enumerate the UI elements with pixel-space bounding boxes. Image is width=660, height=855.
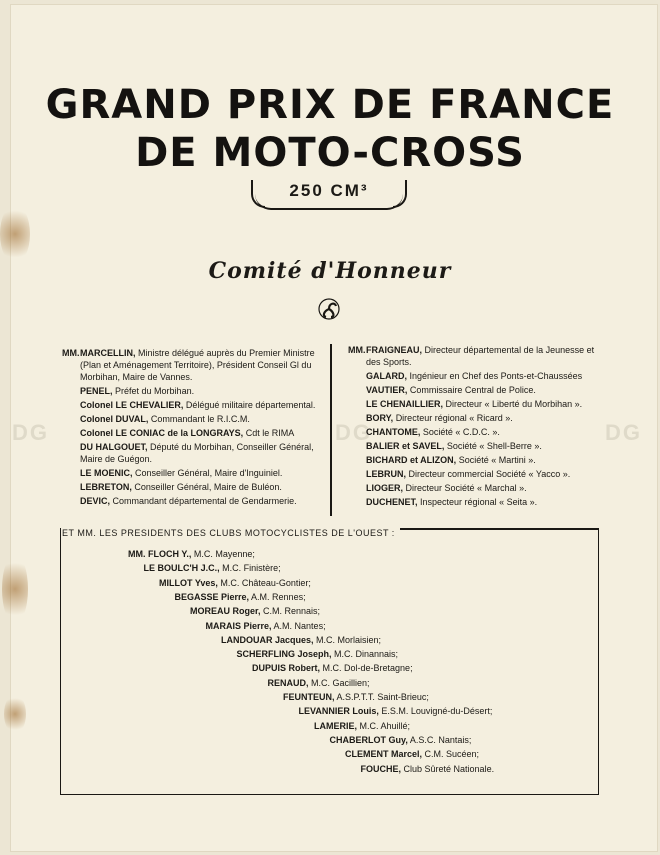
club-president: FEUNTEUN, <box>283 692 335 702</box>
club-name: A.M. Rennes; <box>251 591 306 602</box>
club-president: MM. FLOCH Y., <box>128 549 192 559</box>
club-entry <box>159 578 311 588</box>
honneur-entry <box>62 495 320 507</box>
entry-name: LIOGER, <box>366 483 404 493</box>
entry-role: Directeur départemental de la Jeunesse et des Sports. <box>366 345 595 367</box>
entry-name: VAUTIER, <box>366 385 408 395</box>
club-name: E.S.M. Louvigné-du-Désert; <box>381 706 493 717</box>
honneur-entry <box>348 440 610 452</box>
title-line-1: GRAND PRIX DE FRANCE <box>45 82 615 128</box>
entry-role: Commandant départemental de Gendarmerie. <box>112 496 297 506</box>
entry-name: LE MOENIC, <box>80 468 133 478</box>
entry-name: LE CHENAILLIER, <box>366 399 444 409</box>
club-name: C.M. Rennais; <box>263 606 321 617</box>
watermark: DG <box>12 420 49 445</box>
club-president: MARAIS Pierre, <box>205 620 272 631</box>
honneur-entry <box>348 384 610 396</box>
watermark: DG <box>335 420 372 445</box>
entry-role: Conseiller Général, Maire de Buléon. <box>134 482 282 492</box>
entry-name: FRAIGNEAU, <box>366 345 422 355</box>
entry-role: Société « Shell-Berre ». <box>446 441 542 451</box>
stain-mark <box>4 694 26 734</box>
entry-name: BORY, <box>366 413 394 423</box>
club-entry <box>128 549 255 559</box>
club-entry <box>190 606 320 616</box>
honneur-right-column <box>348 344 610 510</box>
honneur-entry <box>62 347 320 383</box>
honneur-entry <box>62 467 320 479</box>
club-president: DUPUIS Robert, <box>252 663 321 674</box>
club-name: A.M. Nantes; <box>273 620 326 631</box>
entry-role: Préfet du Morbihan. <box>115 386 195 396</box>
entry-name: PENEL, <box>80 386 113 396</box>
entry-role: Directeur régional « Ricard ». <box>395 413 513 423</box>
entry-role: Commandant le R.I.C.M. <box>150 414 250 424</box>
clubs-heading: ET MM. LES PRESIDENTS DES CLUBS MOTOCYCLISTES DE L'OUEST : <box>62 528 395 538</box>
club-entry <box>175 592 306 602</box>
club-name: M.C. Finistère; <box>222 563 281 574</box>
honneur-left-column <box>62 347 320 509</box>
club-name: M.C. Dol-de-Bretagne; <box>322 663 413 674</box>
honneur-entry <box>62 385 320 397</box>
entry-name: MARCELLIN, <box>80 348 136 358</box>
honneur-entry <box>348 370 610 382</box>
stain-mark <box>0 204 30 264</box>
honneur-entry <box>62 441 320 465</box>
honneur-entry <box>62 413 320 425</box>
club-entry <box>283 692 429 702</box>
honneur-entry <box>348 398 610 410</box>
club-entry <box>330 735 472 745</box>
club-name: A.S.C. Nantais; <box>409 734 472 745</box>
entry-role: Directeur « Liberté du Morbihan ». <box>445 399 583 409</box>
entry-role: Député du Morbihan, Conseiller Général, Maire de Guégon. <box>80 442 314 464</box>
honneur-entry <box>348 412 610 424</box>
club-entry <box>299 706 493 716</box>
watermark: DG <box>605 420 642 445</box>
entry-prefix: MM. <box>62 348 80 358</box>
club-entry <box>252 663 413 673</box>
club-name: M.C. Mayenne; <box>193 549 255 559</box>
club-president: BEGASSE Pierre, <box>174 591 250 602</box>
honneur-entry <box>62 481 320 493</box>
club-entry <box>237 649 399 659</box>
entry-name: GALARD, <box>366 371 407 381</box>
honneur-entry <box>62 427 320 439</box>
club-entry <box>361 764 495 774</box>
club-entry <box>221 635 381 645</box>
entry-role: Société « C.D.C. ». <box>422 427 500 437</box>
club-entry <box>144 563 281 573</box>
honneur-entry <box>348 454 610 466</box>
entry-role: Commissaire Central de Police. <box>409 385 536 395</box>
club-president: RENAUD, <box>267 677 309 688</box>
entry-role: Ingénieur en Chef des Ponts-et-Chaussées <box>409 371 583 381</box>
club-entry <box>206 621 326 631</box>
entry-role: Directeur commercial Société « Yacco ». <box>408 469 571 479</box>
entry-name: DUCHENET, <box>366 497 418 507</box>
entry-prefix: MM. <box>348 345 366 355</box>
club-entry <box>345 749 479 759</box>
club-name: C.M. Sucéen; <box>424 749 480 760</box>
club-president: FOUCHE, <box>360 763 401 774</box>
honneur-entry <box>348 344 610 368</box>
club-president: MILLOT Yves, <box>159 577 218 588</box>
club-entry <box>314 721 410 731</box>
club-name: M.C. Gacillien; <box>311 677 370 688</box>
stain-mark <box>2 554 28 624</box>
honneur-entry <box>348 496 610 508</box>
entry-name: Colonel LE CONIAC de la LONGRAYS, <box>80 428 244 438</box>
entry-name: Colonel DUVAL, <box>80 414 149 424</box>
entry-name: DU HALGOUET, <box>80 442 148 452</box>
entry-name: DEVIC, <box>80 496 111 506</box>
entry-role: Conseiller Général, Maire d'Inguiniel. <box>135 468 283 478</box>
entry-role: Société « Martini ». <box>458 455 536 465</box>
club-president: SCHERFLING Joseph, <box>236 649 332 660</box>
entry-role: Inspecteur régional « Seita ». <box>420 497 538 507</box>
club-name: M.C. Château-Gontier; <box>220 577 311 588</box>
club-president: CLEMENT Marcel, <box>345 749 423 760</box>
club-president: MOREAU Roger, <box>190 606 261 617</box>
entry-name: BALIER et SAVEL, <box>366 441 445 451</box>
club-entry <box>268 678 370 688</box>
club-name: Club Sûreté Nationale. <box>403 763 495 774</box>
entry-name: Colonel LE CHEVALIER, <box>80 400 184 410</box>
title-line-2: DE MOTO-CROSS <box>135 130 525 176</box>
club-name: M.C. Dinannais; <box>334 649 399 660</box>
club-president: CHABERLOT Guy, <box>329 734 408 745</box>
entry-name: LEBRUN, <box>366 469 406 479</box>
honneur-entry <box>348 468 610 480</box>
club-president: LE BOULC'H J.C., <box>143 563 220 574</box>
entry-role: Cdt le RIMA <box>245 428 295 438</box>
triskell-icon <box>318 298 340 320</box>
honneur-entry <box>348 426 610 438</box>
entry-name: BICHARD et ALIZON, <box>366 455 457 465</box>
entry-role: Directeur Société « Marchal ». <box>405 483 527 493</box>
entry-name: CHANTOME, <box>366 427 421 437</box>
comite-heading: Comité d'Honneur <box>208 258 452 284</box>
club-president: LEVANNIER Louis, <box>298 706 379 717</box>
category-badge: 250 CM³ <box>255 178 403 210</box>
club-name: A.S.P.T.T. Saint-Brieuc; <box>336 692 429 702</box>
clubs-box <box>60 528 599 795</box>
honneur-entry <box>348 482 610 494</box>
clubs-box-top <box>400 528 598 530</box>
entry-role: Ministre délégué auprès du Premier Ministre (Plan et Aménagement Territoire), Président Conseil Gl du Morbihan, Maire de Vannes. <box>80 348 315 382</box>
entry-name: LEBRETON, <box>80 482 132 492</box>
club-name: M.C. Ahuillé; <box>359 720 411 731</box>
club-president: LAMERIE, <box>314 720 358 731</box>
entry-role: Délégué militaire départemental. <box>185 400 316 410</box>
club-president: LANDOUAR Jacques, <box>221 634 314 645</box>
club-name: M.C. Morlaisien; <box>316 634 382 645</box>
column-divider <box>330 344 332 516</box>
honneur-entry <box>62 399 320 411</box>
